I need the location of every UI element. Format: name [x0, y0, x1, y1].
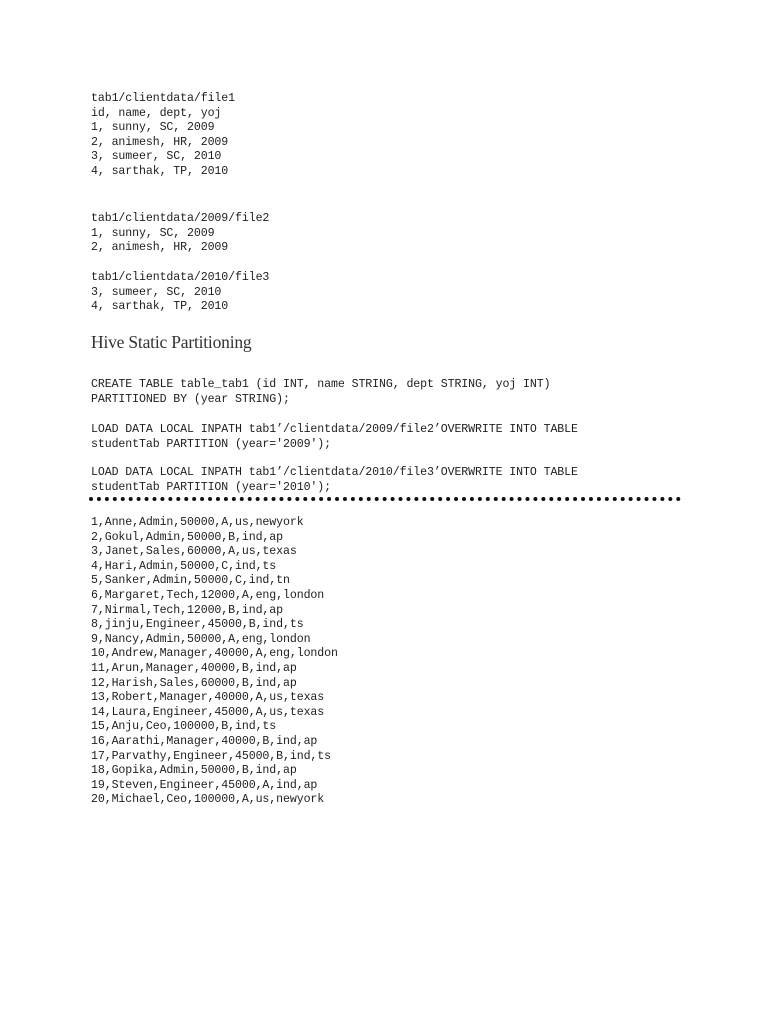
code-line: CREATE TABLE table_tab1 (id INT, name STRING, dept STRING, yoj INT)	[91, 378, 551, 391]
record-row: 6,Margaret,Tech,12000,A,eng,london	[91, 588, 325, 602]
record-row: 20,Michael,Ceo,100000,A,us,newyork	[91, 793, 325, 807]
record-row: 15,Anju,Ceo,100000,B,ind,ts	[91, 720, 277, 734]
record-row: 13,Robert,Manager,40000,A,us,texas	[91, 691, 325, 705]
file3-row: 3, sumeer, SC, 2010	[91, 285, 222, 299]
file1-row: 1, sunny, SC, 2009	[91, 121, 215, 135]
code-line: studentTab PARTITION (year='2009');	[91, 437, 332, 451]
employee-records	[91, 516, 338, 808]
record-row: 2,Gokul,Admin,50000,B,ind,ap	[91, 530, 284, 544]
record-row: 17,Parvathy,Engineer,45000,B,ind,ts	[91, 749, 332, 763]
file2-block	[91, 212, 269, 256]
file1-header-row: id, name, dept, yoj	[91, 106, 222, 120]
record-row: 12,Harish,Sales,60000,B,ind,ap	[91, 676, 297, 690]
code-line: studentTab PARTITION (year='2010');	[91, 480, 332, 494]
dotted-separator	[89, 497, 681, 501]
file2-row: 1, sunny, SC, 2009	[91, 226, 215, 240]
code-line: LOAD DATA LOCAL INPATH tab1’/clientdata/2010/file3’OVERWRITE INTO TABLE	[91, 466, 578, 479]
file1-row: 2, animesh, HR, 2009	[91, 135, 229, 149]
record-row: 1,Anne,Admin,50000,A,us,newyork	[91, 516, 304, 529]
record-row: 16,Aarathi,Manager,40000,B,ind,ap	[91, 734, 318, 748]
file1-block	[91, 92, 235, 180]
load-data-statement-2009	[91, 423, 578, 452]
record-row: 5,Sanker,Admin,50000,C,ind,tn	[91, 574, 290, 588]
section-heading: Hive Static Partitioning	[91, 332, 252, 352]
create-table-statement	[91, 378, 550, 407]
record-row: 9,Nancy,Admin,50000,A,eng,london	[91, 632, 311, 646]
record-row: 10,Andrew,Manager,40000,A,eng,london	[91, 647, 338, 661]
file2-row: 2, animesh, HR, 2009	[91, 241, 229, 255]
record-row: 3,Janet,Sales,60000,A,us,texas	[91, 545, 297, 559]
record-row: 19,Steven,Engineer,45000,A,ind,ap	[91, 778, 318, 792]
record-row: 18,Gopika,Admin,50000,B,ind,ap	[91, 764, 297, 778]
file1-row: 3, sumeer, SC, 2010	[91, 150, 222, 164]
record-row: 7,Nirmal,Tech,12000,B,ind,ap	[91, 603, 284, 617]
code-line: LOAD DATA LOCAL INPATH tab1’/clientdata/2009/file2’OVERWRITE INTO TABLE	[91, 423, 578, 436]
file3-path: tab1/clientdata/2010/file3	[91, 271, 270, 284]
file3-block	[91, 271, 269, 315]
record-row: 11,Arun,Manager,40000,B,ind,ap	[91, 661, 297, 675]
record-row: 4,Hari,Admin,50000,C,ind,ts	[91, 559, 277, 573]
file2-path: tab1/clientdata/2009/file2	[91, 212, 270, 225]
record-row: 14,Laura,Engineer,45000,A,us,texas	[91, 705, 325, 719]
record-row: 8,jinju,Engineer,45000,B,ind,ts	[91, 618, 304, 632]
file3-row: 4, sarthak, TP, 2010	[91, 300, 229, 314]
file1-path: tab1/clientdata/file1	[91, 92, 236, 105]
file1-row: 4, sarthak, TP, 2010	[91, 164, 229, 178]
load-data-statement-2010	[91, 466, 578, 495]
code-line: PARTITIONED BY (year STRING);	[91, 392, 290, 406]
